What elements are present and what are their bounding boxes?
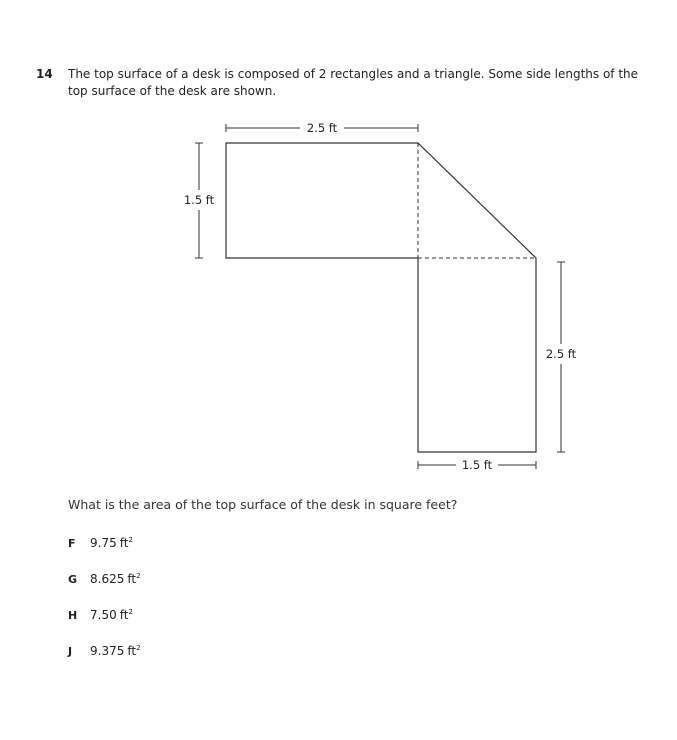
choice-value: 8.625: [90, 572, 125, 586]
top-width-label: 2.5 ft: [306, 121, 338, 135]
choice-letter: H: [68, 609, 78, 622]
answer-choices: [68, 536, 141, 680]
choice-letter: F: [68, 537, 76, 550]
choice-j[interactable]: [68, 644, 141, 680]
choice-value: 7.50: [90, 608, 117, 622]
question-text-line-1: The top surface of a desk is composed of 2 rectangles and a triangle. Some side lengths of the: [68, 67, 639, 81]
choice-letter: J: [68, 645, 73, 658]
choice-letter: G: [68, 573, 78, 586]
choice-unit: $ft^2$: [119, 608, 133, 622]
question-number: 14: [36, 67, 53, 81]
choice-h[interactable]: [68, 608, 141, 644]
bottom-width-label: 1.5 ft: [461, 458, 493, 472]
desk-outline: [226, 143, 536, 452]
right-height-label: 2.5 ft: [545, 347, 577, 361]
choice-unit: $ft^2$: [119, 536, 133, 550]
choice-f[interactable]: [68, 536, 141, 572]
choice-value: 9.375: [90, 644, 125, 658]
choice-value: 9.75: [90, 536, 117, 550]
choice-unit: $ft^2$: [127, 572, 141, 586]
question-prompt: What is the area of the top surface of the desk in square feet?: [68, 497, 458, 512]
left-height-label: 1.5 ft: [183, 193, 215, 207]
choice-unit: $ft^2$: [127, 644, 141, 658]
question-text-line-2: top surface of the desk are shown.: [68, 84, 277, 98]
choice-g[interactable]: [68, 572, 141, 608]
